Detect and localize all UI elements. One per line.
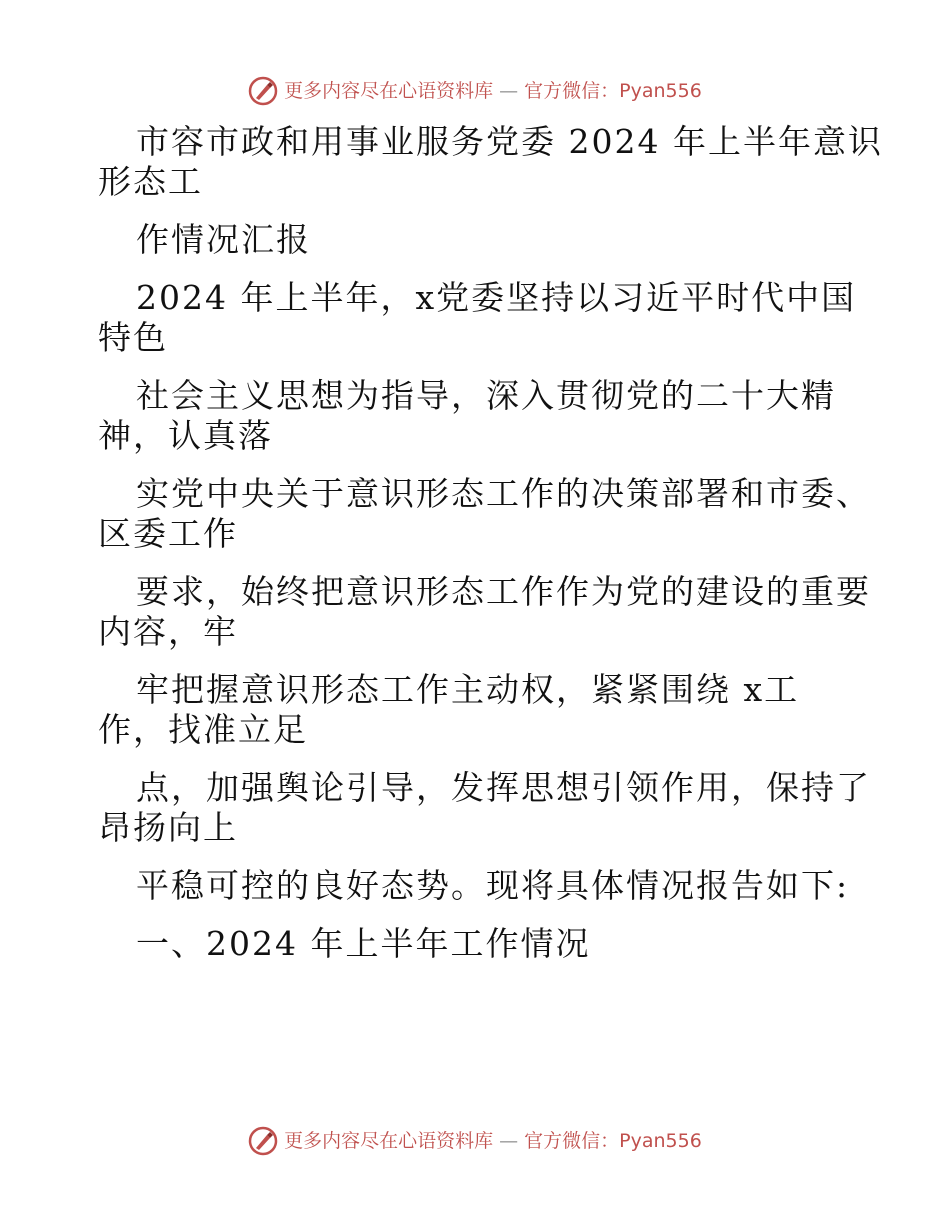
document-line: 要求，始终把意识形态工作作为党的建设的重要 [136,572,871,611]
document-line: 昂扬向上 [98,808,238,847]
document-line: 作，找准立足 [98,710,308,749]
footer-watermark [0,1126,950,1156]
pen-logo-icon [248,76,278,106]
watermark-text: 更多内容尽在心语资料库 [284,1130,494,1152]
watermark-separator: — [499,1130,519,1152]
document-line: 社会主义思想为指导，深入贯彻党的二十大精 [136,376,836,415]
document-line: 特色 [98,318,168,357]
header-watermark [0,76,950,106]
document-line: 点，加强舆论引导，发挥思想引领作用，保持了 [136,768,871,807]
document-line: 一、2024 年上半年工作情况 [136,924,591,963]
document-body [98,122,883,964]
document-line: 形态工 [98,162,203,201]
document-line: 内容，牢 [98,612,238,651]
document-line: 2024 年上半年，x党委坚持以习近平时代中国 [136,278,857,317]
document-line: 神，认真落 [98,416,273,455]
document-line: 实党中央关于意识形态工作的决策部署和市委、 [136,474,871,513]
document-line: 区委工作 [98,514,238,553]
watermark-text: 更多内容尽在心语资料库 [284,80,494,102]
document-line: 市容市政和用事业服务党委 2024 年上半年意识 [136,122,883,161]
document-line: 平稳可控的良好态势。现将具体情况报告如下: [136,866,850,905]
document-line: 牢把握意识形态工作主动权，紧紧围绕 x工 [136,670,800,709]
watermark-separator: — [499,80,519,102]
pen-logo-icon [248,1126,278,1156]
watermark-wechat: 官方微信：Pyan556 [524,80,702,102]
document-line: 作情况汇报 [136,220,311,259]
watermark-wechat: 官方微信：Pyan556 [524,1130,702,1152]
